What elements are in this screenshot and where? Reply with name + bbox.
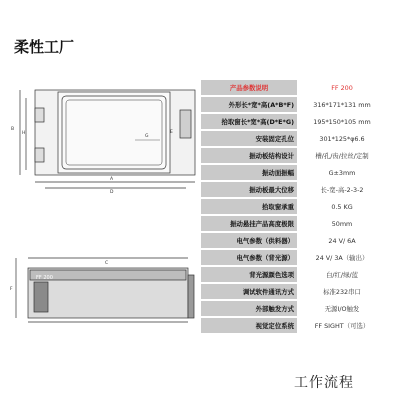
spec-row: [201, 164, 387, 181]
spec-row: [201, 96, 387, 113]
dim-e-label: E: [170, 130, 173, 135]
brand-logo: 柔性工厂: [14, 38, 75, 56]
spec-label: 拾取窗承重: [201, 198, 297, 215]
spec-label: 振动板最大位移: [201, 181, 297, 198]
spec-value: 24 V/ 3A（输出）: [297, 249, 387, 266]
technical-drawing: [0, 60, 200, 340]
spec-row: [201, 283, 387, 300]
spec-value: 无源I/O触发: [297, 300, 387, 317]
spec-value: 316*171*131 mm: [297, 96, 387, 113]
spec-value: 50mm: [297, 215, 387, 232]
spec-table: [201, 80, 387, 333]
spec-row: [201, 198, 387, 215]
spec-label: 背光源颜色选项: [201, 266, 297, 283]
spec-row: [201, 300, 387, 317]
section-title: 工作流程: [294, 375, 354, 391]
spec-row: [201, 249, 387, 266]
spec-header-value: FF 200: [297, 80, 387, 96]
spec-label: 电气参数（背光源）: [201, 249, 297, 266]
spec-label: 安装固定孔位: [201, 130, 297, 147]
spec-value: 长-宽-高-2-3-2: [297, 181, 387, 198]
dim-b-label: B: [11, 127, 15, 132]
spec-label: 外部触发方式: [201, 300, 297, 317]
spec-label: 振动面振幅: [201, 164, 297, 181]
device-label: FF 200: [36, 275, 53, 281]
spec-value: 195*150*105 mm: [297, 113, 387, 130]
spec-header-label: 产品参数说明: [201, 80, 297, 96]
spec-value: 白/红/绿/蓝: [297, 266, 387, 283]
spec-label: 调试软件通讯方式: [201, 283, 297, 300]
spec-row: [201, 232, 387, 249]
dim-h-label: H: [22, 131, 26, 136]
spec-label: 视觉定位系统: [201, 317, 297, 333]
dim-d-label: D: [110, 190, 114, 195]
dim-g-label: G: [145, 134, 149, 139]
dim-f-label: F: [10, 287, 13, 292]
spec-label: 拾取窗长*宽*高(D*E*G): [201, 113, 297, 130]
spec-label: 振动板结构设计: [201, 147, 297, 164]
spec-value: FF SIGHT（可选）: [297, 317, 387, 333]
spec-row: [201, 266, 387, 283]
spec-row: [201, 317, 387, 333]
spec-label: 外形长*宽*高(A*B*F): [201, 96, 297, 113]
spec-label: 电气参数（供料器）: [201, 232, 297, 249]
spec-row: [201, 215, 387, 232]
dim-c-label: C: [105, 261, 109, 266]
spec-value: 0.5 KG: [297, 198, 387, 215]
spec-label: 振动悬挂产品高度极限: [201, 215, 297, 232]
spec-row: [201, 130, 387, 147]
spec-row: [201, 181, 387, 198]
spec-value: 标准232串口: [297, 283, 387, 300]
spec-header-row: [201, 80, 387, 96]
spec-value: G±3mm: [297, 164, 387, 181]
spec-row: [201, 113, 387, 130]
spec-value: 槽/孔/齿/拉丝/定制: [297, 147, 387, 164]
spec-row: [201, 147, 387, 164]
spec-value: 24 V/ 6A: [297, 232, 387, 249]
spec-value: 301*125*φ6.6: [297, 130, 387, 147]
dim-a-label: A: [110, 177, 114, 182]
